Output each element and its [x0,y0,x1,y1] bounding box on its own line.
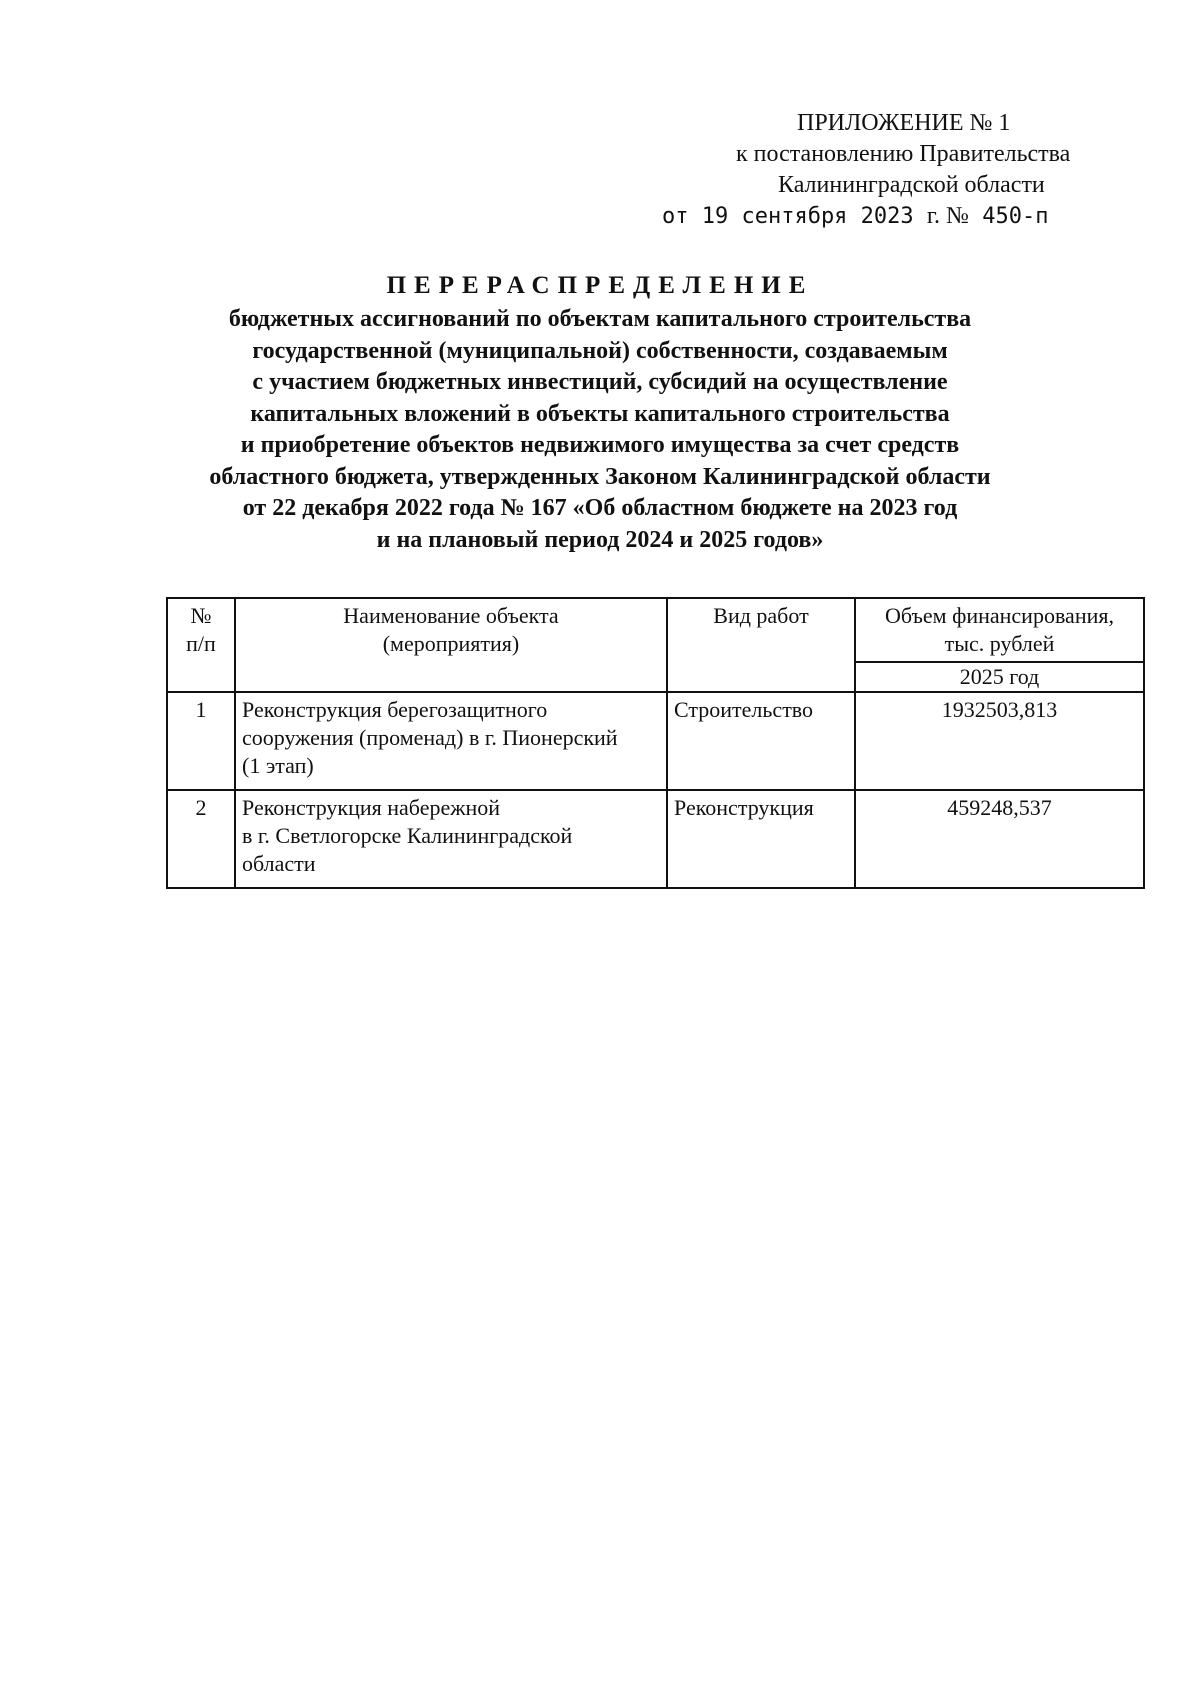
heading-line: с участием бюджетных инвестиций, субсидий на осуществление [252,369,948,395]
annex-region: Калининградской области [778,172,1045,198]
budget-table [166,597,1145,889]
cell-type: Реконструкция [667,790,855,888]
header-name-line: Наименование объекта [343,603,559,628]
heading-line: и на плановый период 2024 и 2025 годов» [376,526,824,553]
cell-name-line: в г. Светлогорске Калининградской [242,823,573,848]
annex-date-line [640,201,1140,232]
cell-name-line: Реконструкция берегозащитного [242,697,548,722]
cell-num: 2 [167,790,235,888]
header-name-line: (мероприятия) [382,631,520,656]
header-num-line: № [190,603,212,628]
cell-name-line: сооружения (променад) в г. Пионерский [242,725,618,750]
cell-name-line: Реконструкция набережной [242,795,500,820]
heading-title: ПЕРЕРАСПРЕДЕЛЕНИЕ [386,272,814,299]
heading-line: государственной (муниципальной) собственности, создаваемым [252,337,948,364]
annex-date: от 19 сентября 2023 [662,204,914,229]
cell-name [235,692,667,790]
heading-line: и приобретение объектов недвижимого имущества за счет средств [240,432,960,458]
header-name [235,598,667,692]
cell-amount: 459248,537 [855,790,1144,888]
header-num-line: п/п [186,631,216,656]
heading-line: областного бюджета, утвержденных Законом Калининградской области [209,463,991,490]
header-num [167,598,235,692]
header-year: 2025 год [855,662,1144,692]
cell-name-line: (1 этап) [242,753,314,778]
annex-title: ПРИЛОЖЕНИЕ № 1 [797,110,1011,136]
annex-resolution-ref: к постановлению Правительства [736,141,1071,167]
header-funding-line: Объем финансирования, [884,603,1114,628]
cell-name [235,790,667,888]
cell-type: Строительство [667,692,855,790]
header-type: Вид работ [667,598,855,692]
table-header-row [167,598,1144,662]
header-funding-line: тыс. рублей [944,631,1055,656]
header-funding [855,598,1144,662]
heading-line: бюджетных ассигнований по объектам капитального строительства [228,306,972,332]
table-row [167,692,1144,790]
annex-number-label: г. № [926,203,969,229]
document-heading [150,270,1050,556]
annex-number: 450-п [982,204,1049,229]
annex-block [640,108,1140,232]
cell-amount: 1932503,813 [855,692,1144,790]
cell-name-line: области [242,851,316,876]
heading-line: от 22 декабря 2022 года № 167 «Об областном бюджете на 2023 год [242,495,958,521]
table-row [167,790,1144,888]
cell-num: 1 [167,692,235,790]
heading-line: капитальных вложений в объекты капитального строительства [250,400,950,427]
